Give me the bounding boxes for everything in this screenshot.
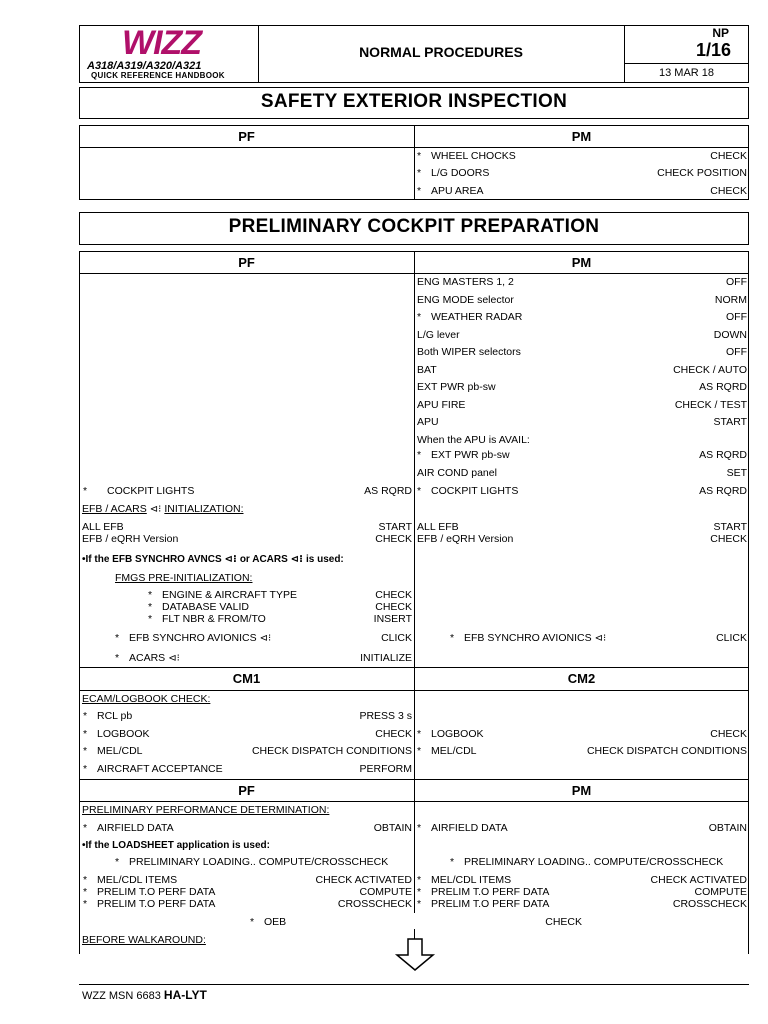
cm2-header: CM2: [567, 671, 596, 686]
sec2-pm-item: APU FIRE CHECK / TEST: [417, 399, 747, 411]
antenna-icon: ⊲⁝: [259, 633, 272, 644]
sec2-pm-item: AIR COND panel SET: [417, 467, 747, 479]
pf-cockpit-lights: * COCKPIT LIGHTS AS RQRD: [83, 485, 412, 497]
antenna-icon: ⊲⁝: [224, 554, 237, 565]
oeb-item: * OEB CHECK: [250, 916, 582, 928]
before-walkaround-heading: BEFORE WALKAROUND:: [82, 934, 206, 946]
wizz-logo: WIZZ: [122, 24, 202, 62]
pm-perf-item: * MEL/CDL ITEMS CHECK ACTIVATED: [417, 874, 747, 886]
footer-line: [79, 984, 749, 985]
footer-registration: HA-LYT: [163, 988, 207, 1002]
perf-pm-header: PM: [571, 783, 592, 798]
pm-efb-synchro: * EFB SYNCHRO AVIONICS ⊲⁝ CLICK: [450, 632, 747, 644]
pf-efb-synchro: * EFB SYNCHRO AVIONICS ⊲⁝ CLICK: [115, 632, 412, 644]
sec1-pm-item: * WHEEL CHOCKS CHECK: [417, 150, 747, 162]
pf-perf-item: * PRELIM T.O PERF DATA CROSSCHECK: [83, 898, 412, 910]
pm-efb-version: EFB / eQRH Version CHECK: [417, 533, 747, 545]
cm-header-bottom: [79, 690, 749, 691]
fmgs-item: * ENGINE & AIRCRAFT TYPE CHECK: [148, 589, 412, 601]
page-number: 1/16: [695, 40, 731, 60]
cm1-header: CM1: [232, 671, 261, 686]
cm1-mel-cdl: * MEL/CDL CHECK DISPATCH CONDITIONS: [83, 745, 412, 757]
pf-prelim-loading: PRELIMINARY LOADING.. COMPUTE/CROSSCHECK: [129, 856, 389, 868]
cm-header-top: [79, 667, 749, 668]
fmgs-item: * FLT NBR & FROM/TO INSERT: [148, 613, 412, 625]
pm-prelim-loading: PRELIMINARY LOADING.. COMPUTE/CROSSCHECK: [464, 856, 724, 868]
sec2-pm-item: Both WIPER selectors OFF: [417, 346, 747, 358]
pf-prelim-loading-bullet: *: [115, 856, 120, 868]
header-date-divider: [624, 63, 749, 64]
apu-avail-condition: When the APU is AVAIL:: [417, 434, 530, 446]
pf-acars-init: * ACARS ⊲⁝ INITIALIZE: [115, 652, 412, 664]
aircraft-acceptance: * AIRCRAFT ACCEPTANCE PERFORM: [83, 763, 412, 775]
sec2-pm-item: ENG MODE selector NORM: [417, 294, 747, 306]
pm-all-efb: ALL EFB START: [417, 521, 747, 533]
fmgs-item: * DATABASE VALID CHECK: [148, 601, 412, 613]
revision-date: 13 MAR 18: [658, 67, 715, 79]
sec1-pm-item: * L/G DOORS CHECK POSITION: [417, 167, 747, 179]
sec2-pm-item: BAT CHECK / AUTO: [417, 364, 747, 376]
sec2-pf-header: PF: [238, 255, 255, 270]
pf-airfield-data: * AIRFIELD DATA OBTAIN: [83, 822, 412, 834]
pm-prelim-loading-bullet: *: [450, 856, 455, 868]
section-title: NORMAL PROCEDURES: [359, 44, 523, 60]
continue-arrow-icon: [393, 937, 437, 973]
sec2-pm-item: APU START: [417, 416, 747, 428]
antenna-icon: ⊲⁝: [290, 554, 303, 565]
sec1-title: SAFETY EXTERIOR INSPECTION: [260, 91, 568, 112]
antenna-icon: ⊲⁝: [594, 633, 607, 644]
sec2-pm-item: * WEATHER RADAR OFF: [417, 311, 747, 323]
aircraft-types: A318/A319/A320/A321: [87, 60, 202, 72]
pf-perf-item: * PRELIM T.O PERF DATA COMPUTE: [83, 886, 412, 898]
sec2-pm-item: * EXT PWR pb-sw AS RQRD: [417, 449, 747, 461]
sec1-pm-header: PM: [571, 129, 592, 144]
col-divider: [414, 251, 415, 954]
pm-cockpit-lights: * COCKPIT LIGHTS AS RQRD: [417, 485, 747, 497]
efb-acars-init-heading: EFB / ACARS ⊲⁝ INITIALIZATION:: [82, 503, 244, 515]
sec2-pm-item: EXT PWR pb-sw AS RQRD: [417, 381, 747, 393]
perf-header-bottom: [79, 801, 749, 802]
sec2-pm-header: PM: [571, 255, 592, 270]
page-code: NP: [712, 26, 729, 40]
pf-all-efb: ALL EFB START: [82, 521, 412, 533]
pf-perf-item: * MEL/CDL ITEMS CHECK ACTIVATED: [83, 874, 412, 886]
prelim-perf-heading: PRELIMINARY PERFORMANCE DETERMINATION:: [82, 804, 330, 816]
ecam-logbook-heading: ECAM/LOGBOOK CHECK:: [82, 693, 211, 705]
fmgs-pre-init-heading: FMGS PRE-INITIALIZATION:: [115, 572, 253, 584]
sec2-pm-item: L/G lever DOWN: [417, 329, 747, 341]
sec1-pf-header: PF: [238, 129, 255, 144]
cm1-logbook: * LOGBOOK CHECK: [83, 728, 412, 740]
pm-perf-item: * PRELIM T.O PERF DATA COMPUTE: [417, 886, 747, 898]
perf-header-top: [79, 779, 749, 780]
sec2-pm-item: ENG MASTERS 1, 2 OFF: [417, 276, 747, 288]
perf-pf-header: PF: [238, 783, 255, 798]
antenna-icon: ⊲⁝: [168, 653, 180, 664]
pm-perf-item: * PRELIM T.O PERF DATA CROSSCHECK: [417, 898, 747, 910]
handbook-title: QUICK REFERENCE HANDBOOK: [91, 71, 225, 80]
pm-airfield-data: * AIRFIELD DATA OBTAIN: [417, 822, 747, 834]
cm2-mel-cdl: * MEL/CDL CHECK DISPATCH CONDITIONS: [417, 745, 747, 757]
antenna-icon: ⊲⁝: [149, 504, 162, 515]
if-loadsheet-condition: •If the LOADSHEET application is used:: [82, 840, 270, 851]
sec1-pm-item: * APU AREA CHECK: [417, 185, 747, 197]
pf-efb-version: EFB / eQRH Version CHECK: [82, 533, 412, 545]
footer-msn: WZZ MSN 6683 HA-LYT: [82, 988, 207, 1002]
cm2-logbook: * LOGBOOK CHECK: [417, 728, 747, 740]
rcl-item: * RCL pb PRESS 3 s: [83, 710, 412, 722]
sec2-title: PRELIMINARY COCKPIT PREPARATION: [228, 216, 600, 237]
if-efb-synchro-condition: •If the EFB SYNCHRO AVNCS ⊲⁝ or ACARS ⊲⁝ is used:: [82, 554, 344, 565]
